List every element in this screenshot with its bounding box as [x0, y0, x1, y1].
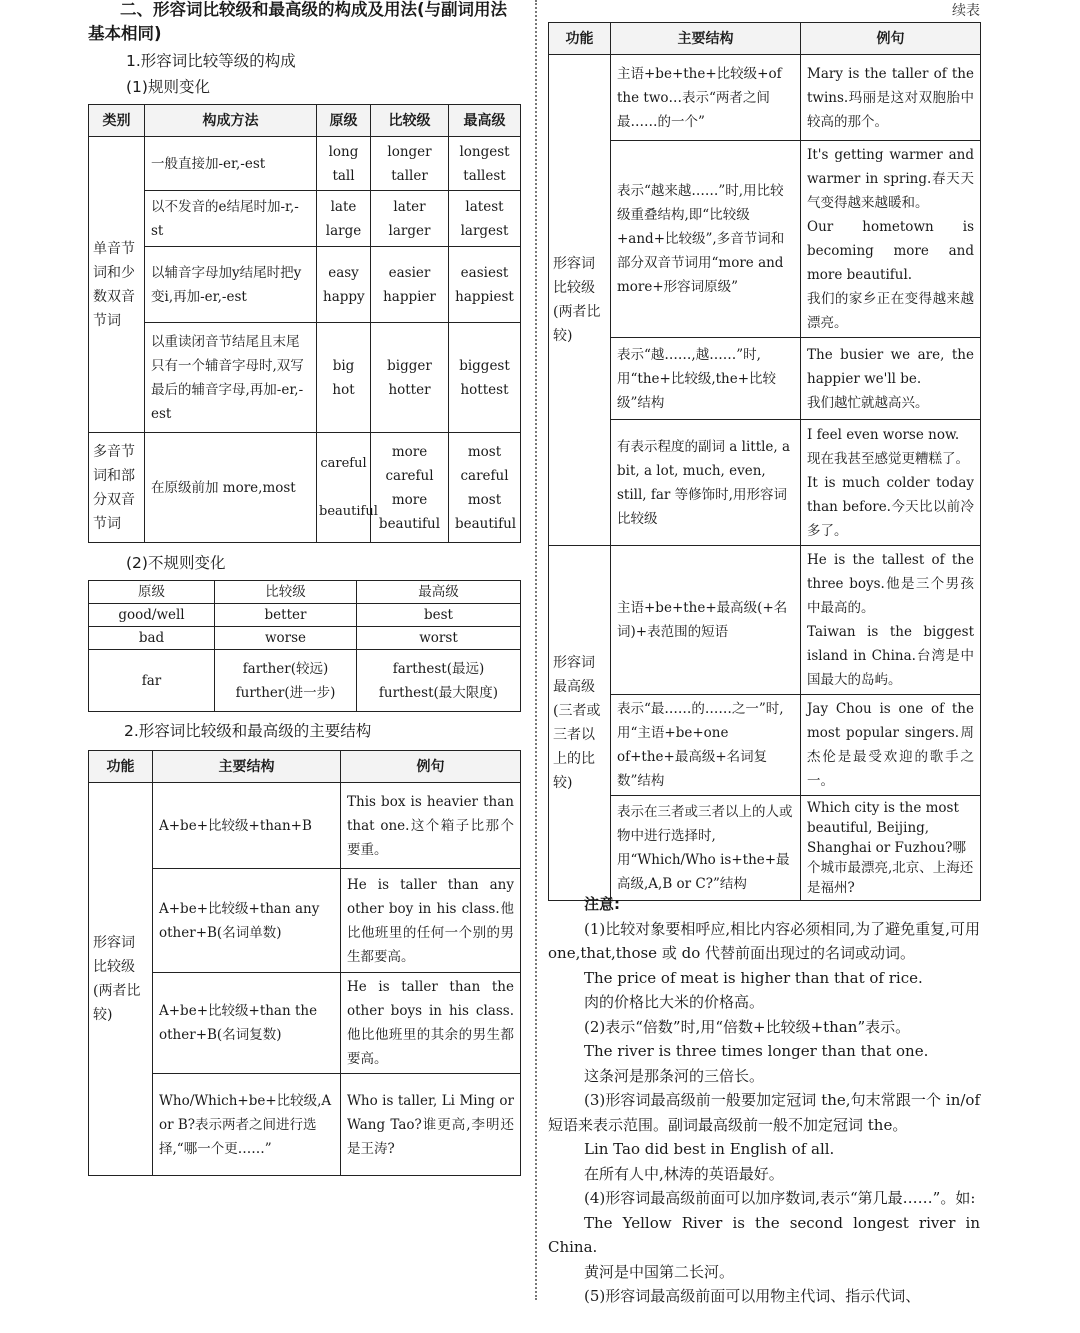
function-label: 形容词比较级(两者比较) — [89, 783, 153, 1176]
example-cell: Which city is the most beautiful, Beijing, Shanghai or Fuzhou?哪个城市最漂亮,北京、上海还是福州? — [801, 796, 981, 901]
header-positive: 原级 — [317, 105, 371, 137]
irregular-cell: farther(较远) further(进一步) — [215, 650, 357, 712]
notes-title: 注意: — [584, 895, 620, 913]
structure-cell: 表示“越来越……”时,用比较级重叠结构,即“比较级+and+比较级”,多音节词和部分双音节词用“more and more+形容词原级” — [611, 141, 801, 338]
structure-cell: A+be+比较级+than the other+B(名词复数) — [153, 973, 341, 1074]
comparative-cell: easier happier — [371, 247, 449, 323]
structure-cell: A+be+比较级+than any other+B(名词单数) — [153, 869, 341, 973]
column-divider — [535, 0, 537, 1300]
example-cell: Jay Chou is one of the most popular singers.周杰伦是最受欢迎的歌手之一。 — [801, 695, 981, 796]
method-cell: 以重读闭音节结尾且末尾只有一个辅音字母时,双写最后的辅音字母,再加-er,-est — [145, 323, 317, 433]
irregular-header-positive: 原级 — [89, 581, 215, 604]
header-comparative: 比较级 — [371, 105, 449, 137]
example-cell: Who is taller, Li Ming or Wang Tao?谁更高,李明还是王涛? — [341, 1074, 521, 1176]
method-cell: 在原级前加 more,most — [145, 433, 317, 543]
positive-cell: careful beautiful — [317, 433, 371, 543]
comparative-cell: bigger hotter — [371, 323, 449, 433]
structure-cell: 表示“越……,越……”时,用“the+比较级,the+比较级”结构 — [611, 338, 801, 420]
structure-cell: Who/Which+be+比较级,A or B?表示两者之间进行选择,“哪一个更……” — [153, 1074, 341, 1176]
note-line: The river is three times longer than that one. — [584, 1042, 929, 1060]
example-cell: He is the tallest of the three boys.他是三个男孩中最高的。 Taiwan is the biggest island in China.台湾是中国最大的岛屿。 — [801, 546, 981, 695]
positive-cell: late large — [317, 191, 371, 247]
header-structure: 主要结构 — [153, 751, 341, 783]
notes-section — [548, 892, 980, 1309]
structure-table-continued — [548, 22, 981, 901]
note-line: (1)比较对象要相呼应,相比内容必须相同,为了避免重复,可用 one,that,those 或 do 代替前面出现过的名词或动词。 — [548, 919, 980, 962]
subsection-1b-title: (2)不规则变化 — [126, 554, 226, 572]
irregular-header-comparative: 比较级 — [215, 581, 357, 604]
subsection-1-title: 1.形容词比较等级的构成 — [126, 52, 296, 70]
header-method: 构成方法 — [145, 105, 317, 137]
structure-cell: 表示在三者或三者以上的人或物中进行选择时,用“Which/Who is+the+最高级,A,B or C?”结构 — [611, 796, 801, 901]
continued-label: 续表 — [952, 3, 980, 19]
structure-cell: 有表示程度的副词 a little, a bit, a lot, much, even, still, far 等修饰时,用形容词比较级 — [611, 420, 801, 546]
irregular-cell: bad — [89, 627, 215, 650]
superlative-cell: most careful most beautiful — [449, 433, 521, 543]
structure-cell: 表示“最……的……之一”时,用“主语+be+one of+the+最高级+名词复数”结构 — [611, 695, 801, 796]
example-cell: I feel even worse now. 现在我甚至感觉更糟糕了。 It is much colder today than before.今天比以前冷多了。 — [801, 420, 981, 546]
note-line: (4)形容词最高级前面可以加序数词,表示“第几最……”。如: — [584, 1189, 976, 1207]
example-cell: The busier we are, the happier we'll be. 我们越忙就越高兴。 — [801, 338, 981, 420]
superlative-cell: longest tallest — [449, 137, 521, 191]
irregular-cell: worst — [357, 627, 521, 650]
header-function: 功能 — [89, 751, 153, 783]
irregular-cell: far — [89, 650, 215, 712]
irregular-header-superlative: 最高级 — [357, 581, 521, 604]
header-function: 功能 — [549, 23, 611, 55]
note-line: Lin Tao did best in English of all. — [584, 1140, 835, 1158]
example-cell: He is taller than the other boys in his class.他比他班里的其余的男生都要高。 — [341, 973, 521, 1074]
irregular-cell: farthest(最远) furthest(最大限度) — [357, 650, 521, 712]
subsection-1a-title: (1)规则变化 — [126, 78, 210, 96]
structure-cell: A+be+比较级+than+B — [153, 783, 341, 869]
header-example: 例句 — [341, 751, 521, 783]
structure-cell: 主语+be+the+比较级+of the two…表示“两者之间最……的一个” — [611, 55, 801, 141]
comparative-cell: more careful more beautiful — [371, 433, 449, 543]
regular-change-table — [88, 104, 521, 543]
section-title: 二、形容词比较级和最高级的构成及用法(与副词用法基本相同) — [88, 0, 508, 43]
positive-cell: easy happy — [317, 247, 371, 323]
method-cell: 一般直接加-er,-est — [145, 137, 317, 191]
irregular-change-table — [88, 580, 521, 712]
positive-cell: big hot — [317, 323, 371, 433]
note-line: (5)形容词最高级前面可以用物主代词、指示代词、 — [584, 1287, 921, 1305]
note-line: 肉的价格比大米的价格高。 — [584, 993, 765, 1011]
header-example: 例句 — [801, 23, 981, 55]
function-label-superlative: 形容词最高级(三者或三者以上的比较) — [549, 546, 611, 901]
note-line: 这条河是那条河的三倍长。 — [584, 1066, 765, 1085]
header-category: 类别 — [89, 105, 145, 137]
irregular-cell: better — [215, 604, 357, 627]
note-line: (3)形容词最高级前一般要加定冠词 the,句末常跟一个 in/of 短语来表示范围。副词最高级前一般不加定冠词 the。 — [548, 1091, 980, 1134]
example-cell: He is taller than any other boy in his class.他比他班里的任何一个别的男生都要高。 — [341, 869, 521, 973]
comparative-structure-table — [88, 750, 521, 1176]
function-label-comparative: 形容词比较级(两者比较) — [549, 55, 611, 546]
note-line: The price of meat is higher than that of rice. — [584, 968, 923, 987]
header-superlative: 最高级 — [449, 105, 521, 137]
header-structure: 主要结构 — [611, 23, 801, 55]
subsection-2-title: 2.形容词比较级和最高级的主要结构 — [124, 722, 372, 740]
superlative-cell: biggest hottest — [449, 323, 521, 433]
irregular-cell: best — [357, 604, 521, 627]
positive-cell: long tall — [317, 137, 371, 191]
note-line: (2)表示“倍数”时,用“倍数+比较级+than”表示。 — [584, 1017, 911, 1036]
note-line: 黄河是中国第二长河。 — [584, 1262, 735, 1281]
structure-cell: 主语+be+the+最高级(+名词)+表范围的短语 — [611, 546, 801, 695]
superlative-cell: latest largest — [449, 191, 521, 247]
note-line: 在所有人中,林涛的英语最好。 — [584, 1164, 784, 1183]
superlative-cell: easiest happiest — [449, 247, 521, 323]
comparative-cell: later larger — [371, 191, 449, 247]
example-cell: Mary is the taller of the twins.玛丽是这对双胞胎中较高的那个。 — [801, 55, 981, 141]
group-label-multi: 多音节词和部分双音节词 — [89, 433, 145, 543]
group-label-single: 单音节词和少数双音节词 — [89, 137, 145, 433]
comparative-cell: longer taller — [371, 137, 449, 191]
method-cell: 以不发音的e结尾时加-r,-st — [145, 191, 317, 247]
example-cell: It's getting warmer and warmer in spring.春天天气变得越来越暖和。 Our hometown is becoming more and more beautiful. 我们的家乡正在变得越来越漂亮。 — [801, 141, 981, 338]
irregular-cell: good/well — [89, 604, 215, 627]
method-cell: 以辅音字母加y结尾时把y变i,再加-er,-est — [145, 247, 317, 323]
note-line: The Yellow River is the second longest river in China. — [548, 1213, 980, 1256]
irregular-cell: worse — [215, 627, 357, 650]
example-cell: This box is heavier than that one.这个箱子比那个要重。 — [341, 783, 521, 869]
